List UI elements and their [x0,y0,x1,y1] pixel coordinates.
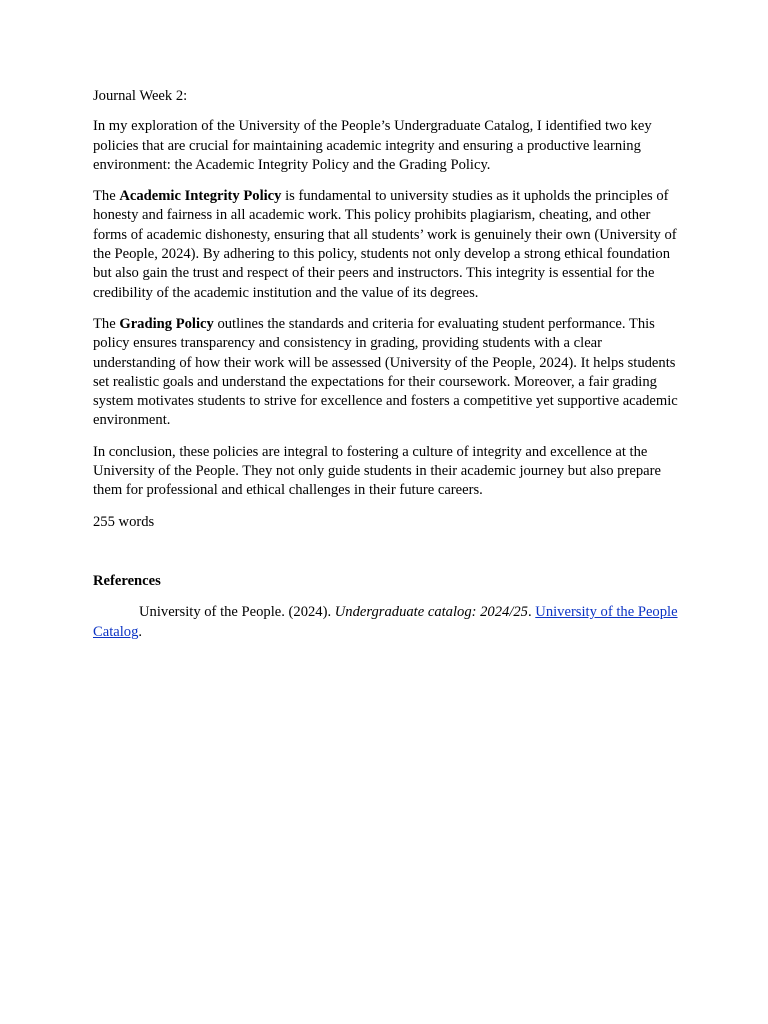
document-page [93,87,678,654]
grading-body: outlines the standards and criteria for evaluating student performance. This policy ensures transparency and consistency in grading, providing students with a clear understanding of how their work will be assessed (University of the People, 2024). It helps students set realistic goals and understand the expectations for their coursework. Moreover, a fair grading system motivates students to strive for excellence and fosters a competitive yet supportive academic environment. [93,315,678,429]
conclusion-paragraph: In conclusion, these policies are integral to fostering a culture of integrity and excellence at the University of the People. They not only guide students in their academic journey but also prepare them for professional and ethical challenges in their future careers. [93,443,661,499]
integrity-body: is fundamental to university studies as it upholds the principles of honesty and fairness in all academic work. This policy prohibits plagiarism, cheating, and other forms of academic dishonesty, ensuring that all students’ work is genuinely their own (University of the People, 2024). By adhering to this policy, students not only develop a strong ethical foundation but also gain the trust and respect of their peers and instructors. This integrity is essential for the credibility of the academic institution and the value of its degrees. [93,188,677,301]
grading-lead: The [93,315,120,332]
journal-title: Journal Week 2: [93,88,188,104]
references-heading: References [93,572,161,589]
integrity-lead: The [93,188,120,205]
reference-title: Undergraduate catalog: 2024/25 [334,604,528,621]
reference-end: . [138,623,143,640]
grading-paragraph [93,315,678,431]
reference-after-title: . [527,604,536,621]
word-count: 255 words [93,513,155,530]
grading-policy-term: Grading Policy [119,315,214,332]
integrity-paragraph [93,187,678,303]
reference-author-year: University of the People. (2024). [139,604,335,621]
catalog-link[interactable]: University of the People Catalog [93,604,678,640]
integrity-policy-term: Academic Integrity Policy [119,188,282,205]
reference-entry [93,603,678,642]
intro-paragraph: In my exploration of the University of the People’s Undergraduate Catalog, I identified two key policies that are crucial for maintaining academic integrity and ensuring a productive learning environment: the Academic Integrity Policy and the Grading Policy. [93,118,652,173]
